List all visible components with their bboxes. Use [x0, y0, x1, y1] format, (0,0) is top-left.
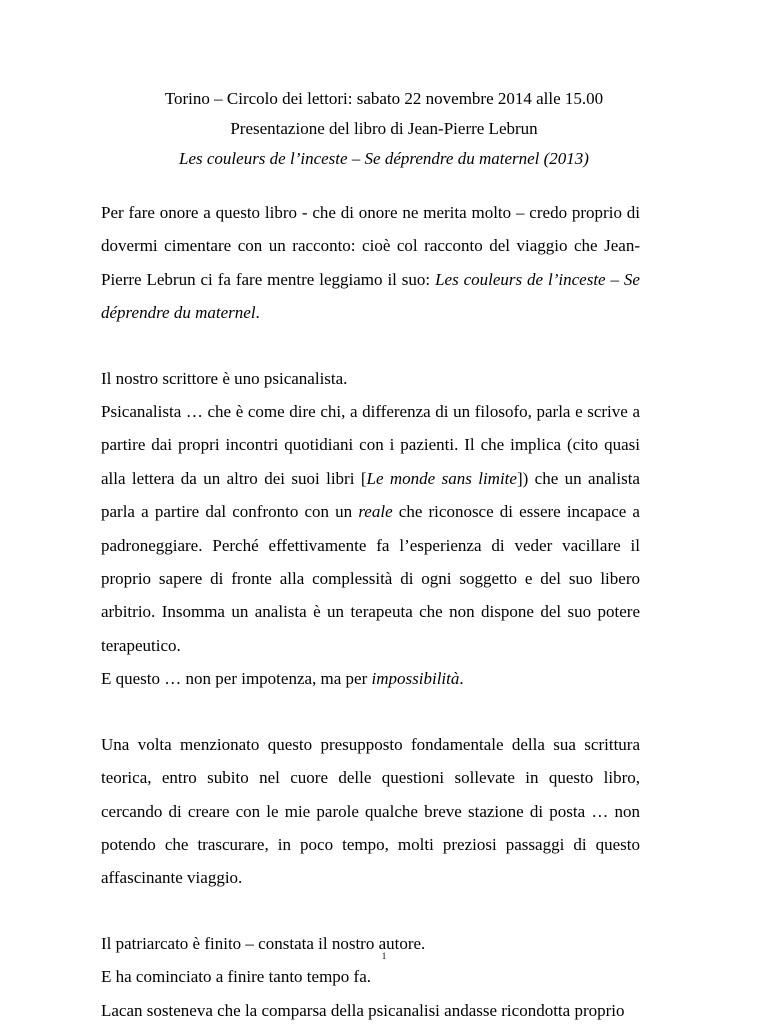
- document-body: [101, 196, 640, 1027]
- paragraph-premise: Una volta menzionato questo presupposto fondamentale della sua scrittura teorica, entro subito nel cuore delle questioni sollevate in questo libro, cercando di creare con le mie parole qualche breve stazione di posta … non potendo che trascurare, in poco tempo, molti preziosi passaggi di questo affascinante viaggio.: [101, 734, 640, 888]
- paragraph-lacan: Lacan sosteneva che la comparsa della psicanalisi andasse ricondotta proprio: [101, 1000, 625, 1020]
- intro-text: Per fare onore a questo libro - che di onore ne merita molto – credo proprio di dovermi cimentare con un racconto: cioè col racconto del viaggio che Jean-Pierre Lebrun ci fa fare mentre leggiamo il suo:: [101, 203, 640, 289]
- paragraph-impossibility: [101, 662, 640, 695]
- impossibility-emphasis: impossibilità: [371, 669, 460, 689]
- paragraph-psychoanalyst: [101, 395, 640, 662]
- psychoanalyst-text-e: che riconosce di essere incapace a padroneggiare. Perché effettivamente fa l’esperienza di veder vacillare il proprio sapere di fronte alla complessità di ogni soggetto e del suo libero arbitrio. Insomma un analista è un terapeuta che non dispone del suo potere terapeutico.: [101, 502, 640, 655]
- intro-end: .: [255, 303, 260, 323]
- header-presentation-line: Presentazione del libro di Jean-Pierre Lebrun: [230, 119, 538, 138]
- header-book-title: Les couleurs de l’inceste – Se déprendre du maternel (2013): [179, 149, 589, 168]
- psychoanalyst-text-a: Psicanalista … che è come dire chi, a differenza di un filosofo, parla e scrive a partire dai propri incontri quotidiani con i pazienti. Il che implica (cito quasi alla lettera da un altro dei suoi libri [: [101, 402, 640, 488]
- document-header: [0, 84, 768, 174]
- impossibility-end: .: [459, 669, 464, 689]
- header-event-line: Torino – Circolo dei lettori: sabato 22 novembre 2014 alle 15.00: [164, 89, 604, 108]
- paragraph-long-ago: E ha cominciato a finire tanto tempo fa.: [101, 967, 372, 987]
- paragraph-author-statement: Il nostro scrittore è uno psicanalista.: [101, 368, 348, 388]
- page-number: 1: [381, 951, 387, 961]
- impossibility-text-a: E questo … non per impotenza, ma per: [101, 669, 372, 689]
- paragraph-intro: [101, 196, 640, 330]
- cited-book-title: Le monde sans limite: [366, 468, 517, 488]
- paragraph-patriarchy: Il patriarcato è finito – constata il nostro autore.: [101, 933, 426, 953]
- intro-book-title: Les couleurs de l’inceste – Se déprendre du maternel: [101, 269, 640, 323]
- psychoanalyst-text-c: ]) che un analista parla a partire dal confronto con un: [101, 468, 640, 522]
- reale-emphasis: reale: [358, 502, 393, 522]
